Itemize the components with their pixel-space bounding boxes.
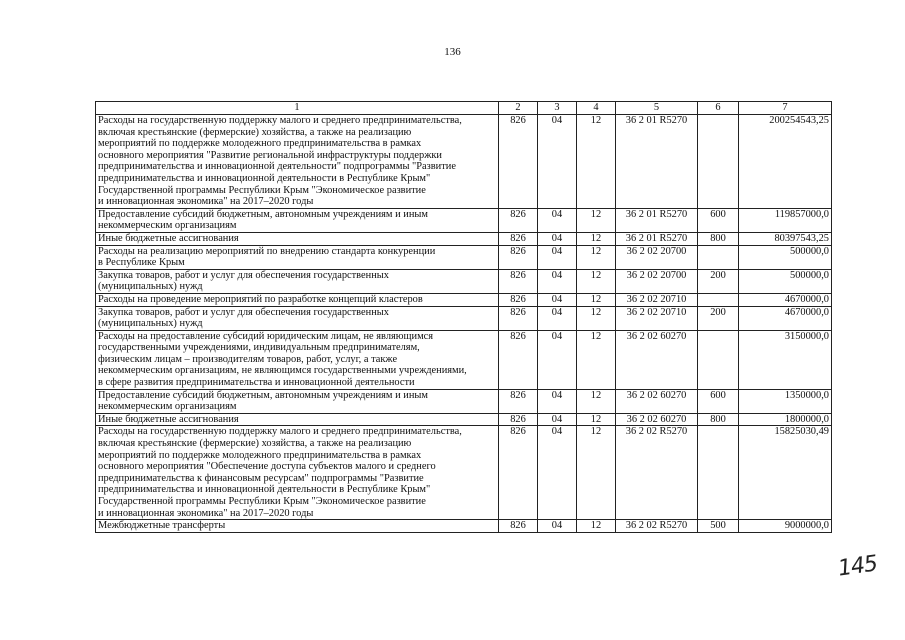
- amount: 3150000,0: [739, 330, 832, 389]
- section-code: 04: [538, 269, 577, 293]
- header-cell-6: 6: [698, 102, 739, 115]
- expense-type-code: 200: [698, 306, 739, 330]
- expense-description: Закупка товаров, работ и услуг для обеспечения государственных (муниципальных) нужд: [96, 269, 499, 293]
- expense-type-code: [698, 245, 739, 269]
- table-row: [96, 330, 832, 389]
- subsection-code: 12: [577, 269, 616, 293]
- header-cell-5: 5: [616, 102, 698, 115]
- target-article-code: 36 2 01 R5270: [616, 232, 698, 245]
- target-article-code: 36 2 02 20710: [616, 293, 698, 306]
- expense-description: Расходы на проведение мероприятий по разработке концепций кластеров: [96, 293, 499, 306]
- subsection-code: 12: [577, 245, 616, 269]
- ministry-code: 826: [499, 115, 538, 209]
- amount: 119857000,0: [739, 208, 832, 232]
- subsection-code: 12: [577, 232, 616, 245]
- expense-type-code: 600: [698, 208, 739, 232]
- ministry-code: 826: [499, 232, 538, 245]
- subsection-code: 12: [577, 330, 616, 389]
- target-article-code: 36 2 02 R5270: [616, 426, 698, 520]
- ministry-code: 826: [499, 269, 538, 293]
- expense-description: Иные бюджетные ассигнования: [96, 232, 499, 245]
- table-row: [96, 389, 832, 413]
- subsection-code: 12: [577, 115, 616, 209]
- expense-description: Расходы на государственную поддержку малого и среднего предпринимательства, включая крестьянские (фермерские) хозяйства, а также на реализацию мероприятий по поддержке молодежного предпринимательства в рамках основного мероприятия "Развитие региональной инфраструктуры поддержки предпринимательства и инновационной деятельности" подпрограммы "Развитие предпринимательства и инновационной деятельности в Республике Крым" Государственной программы Республики Крым "Экономическое развитие и инновационная экономика" на 2017–2020 годы: [96, 115, 499, 209]
- expense-type-code: 800: [698, 232, 739, 245]
- target-article-code: 36 2 02 20700: [616, 245, 698, 269]
- amount: 9000000,0: [739, 520, 832, 533]
- table-row: [96, 232, 832, 245]
- amount: 500000,0: [739, 269, 832, 293]
- ministry-code: 826: [499, 413, 538, 426]
- budget-table: [95, 101, 832, 533]
- header-cell-4: 4: [577, 102, 616, 115]
- expense-type-code: 600: [698, 389, 739, 413]
- expense-type-code: 200: [698, 269, 739, 293]
- amount: 80397543,25: [739, 232, 832, 245]
- expense-description: Расходы на предоставление субсидий юридическим лицам, не являющимся государственными учреждениями, индивидуальным предпринимателям, физическим лицам – производителям товаров, работ, услуг, а также некоммерческим организациям, не являющимся государственными учреждениями, в сфере развития предпринимательства и инновационной деятельности: [96, 330, 499, 389]
- expense-description: Закупка товаров, работ и услуг для обеспечения государственных (муниципальных) нужд: [96, 306, 499, 330]
- ministry-code: 826: [499, 293, 538, 306]
- expense-type-code: [698, 115, 739, 209]
- expense-description: Иные бюджетные ассигнования: [96, 413, 499, 426]
- subsection-code: 12: [577, 306, 616, 330]
- subsection-code: 12: [577, 208, 616, 232]
- section-code: 04: [538, 330, 577, 389]
- amount: 1800000,0: [739, 413, 832, 426]
- ministry-code: 826: [499, 245, 538, 269]
- ministry-code: 826: [499, 389, 538, 413]
- table-row: [96, 426, 832, 520]
- table-row: [96, 269, 832, 293]
- amount: 200254543,25: [739, 115, 832, 209]
- amount: 15825030,49: [739, 426, 832, 520]
- target-article-code: 36 2 02 60270: [616, 413, 698, 426]
- expense-description: Расходы на реализацию мероприятий по внедрению стандарта конкуренции в Республике Крым: [96, 245, 499, 269]
- target-article-code: 36 2 01 R5270: [616, 115, 698, 209]
- subsection-code: 12: [577, 293, 616, 306]
- table-row: [96, 413, 832, 426]
- amount: 4670000,0: [739, 293, 832, 306]
- section-code: 04: [538, 208, 577, 232]
- section-code: 04: [538, 115, 577, 209]
- page-number: 136: [444, 46, 461, 58]
- header-cell-2: 2: [499, 102, 538, 115]
- ministry-code: 826: [499, 306, 538, 330]
- section-code: 04: [538, 245, 577, 269]
- handwritten-page-mark: 145: [836, 551, 879, 582]
- table-row: [96, 115, 832, 209]
- section-code: 04: [538, 306, 577, 330]
- expense-description: Межбюджетные трансферты: [96, 520, 499, 533]
- target-article-code: 36 2 02 60270: [616, 330, 698, 389]
- table-row: [96, 520, 832, 533]
- expense-type-code: [698, 426, 739, 520]
- section-code: 04: [538, 520, 577, 533]
- subsection-code: 12: [577, 389, 616, 413]
- table-body: [96, 115, 832, 533]
- table-row: [96, 293, 832, 306]
- target-article-code: 36 2 02 R5270: [616, 520, 698, 533]
- ministry-code: 826: [499, 520, 538, 533]
- target-article-code: 36 2 02 20700: [616, 269, 698, 293]
- section-code: 04: [538, 413, 577, 426]
- amount: 500000,0: [739, 245, 832, 269]
- ministry-code: 826: [499, 208, 538, 232]
- expense-description: Предоставление субсидий бюджетным, автономным учреждениям и иным некоммерческим организациям: [96, 208, 499, 232]
- section-code: 04: [538, 389, 577, 413]
- subsection-code: 12: [577, 413, 616, 426]
- header-cell-7: 7: [739, 102, 832, 115]
- amount: 4670000,0: [739, 306, 832, 330]
- target-article-code: 36 2 01 R5270: [616, 208, 698, 232]
- section-code: 04: [538, 232, 577, 245]
- table-row: [96, 306, 832, 330]
- section-code: 04: [538, 426, 577, 520]
- ministry-code: 826: [499, 426, 538, 520]
- section-code: 04: [538, 293, 577, 306]
- ministry-code: 826: [499, 330, 538, 389]
- header-cell-1: 1: [96, 102, 499, 115]
- expense-type-code: [698, 330, 739, 389]
- header-cell-3: 3: [538, 102, 577, 115]
- target-article-code: 36 2 02 60270: [616, 389, 698, 413]
- expense-type-code: 800: [698, 413, 739, 426]
- subsection-code: 12: [577, 520, 616, 533]
- expense-type-code: 500: [698, 520, 739, 533]
- table-row: [96, 245, 832, 269]
- amount: 1350000,0: [739, 389, 832, 413]
- target-article-code: 36 2 02 20710: [616, 306, 698, 330]
- expense-description: Расходы на государственную поддержку малого и среднего предпринимательства, включая крестьянские (фермерские) хозяйства, а также на реализацию мероприятий по поддержке молодежного предпринимательства в рамках основного мероприятия "Обеспечение доступа субъектов малого и среднего предпринимательства к финансовым ресурсам" подпрограммы "Развитие предпринимательства и инновационной деятельности в Республике Крым" Государственной программы Республики Крым "Экономическое развитие и инновационная экономика" на 2017–2020 годы: [96, 426, 499, 520]
- expense-description: Предоставление субсидий бюджетным, автономным учреждениям и иным некоммерческим организациям: [96, 389, 499, 413]
- header-row: [96, 102, 832, 115]
- table-row: [96, 208, 832, 232]
- subsection-code: 12: [577, 426, 616, 520]
- expense-type-code: [698, 293, 739, 306]
